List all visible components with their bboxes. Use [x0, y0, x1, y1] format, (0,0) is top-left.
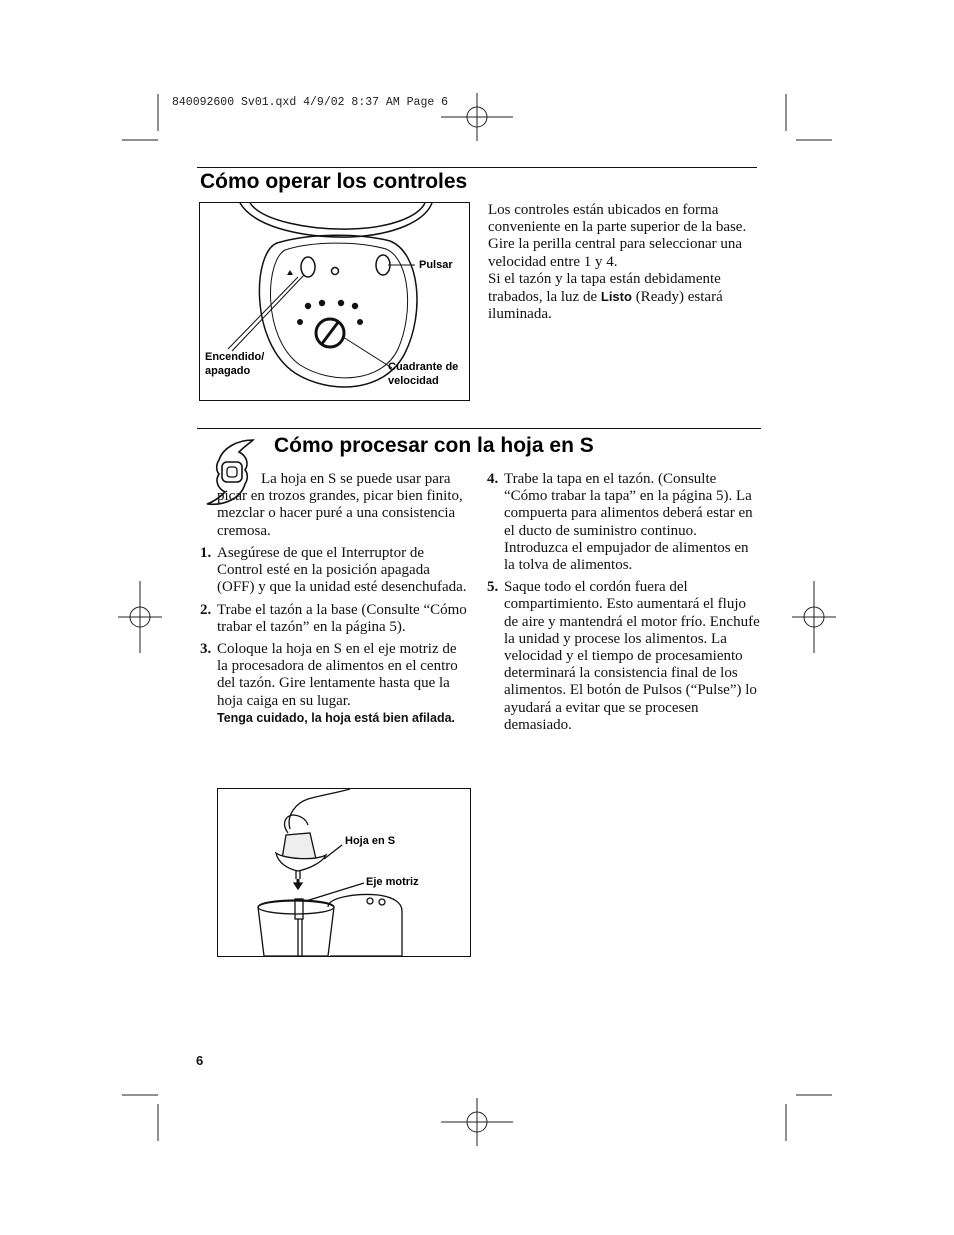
step-4: 4. Trabe la tapa en el tazón. (Consulte “Cómo trabar la tapa” en la página 5). La compuerta para alimentos deberá estar en el ducto de suministro continuo. Introduzca el empujador de alimentos en la tolva de alimentos. — [487, 471, 753, 574]
section2-rule — [197, 428, 761, 429]
shaft-label: Eje motriz — [366, 876, 419, 888]
onoff-label — [205, 350, 264, 378]
dial-label-line1: Cuadrante de — [388, 361, 459, 373]
controls-description — [488, 202, 750, 323]
blade-install-illustration — [218, 789, 470, 956]
section2-title: Cómo procesar con la hoja en S — [274, 434, 594, 457]
onoff-label-line1: Encendido/ — [205, 351, 265, 363]
blade-figure — [217, 788, 471, 957]
controls-paragraph-a: Los controles están ubicados en forma conveniente en la parte superior de la base. Gire la perilla central para seleccionar una velocidad entre 1 y 4. — [488, 202, 747, 270]
ready-word: Listo — [600, 289, 632, 305]
blade-warning: Tenga cuidado, la hoja está bien afilada. — [217, 710, 456, 725]
step-5: 5. Saque todo el cordón fuera del compartimiento. Esto aumentará el flujo de aire y mantendrá el motor frío. Enchufe la unidad y procese los alimentos. La velocidad y el tiempo de procesamiento determinará la consistencia final de los alimentos. El botón de Pulsos (“Pulse”) lo ayudará a evitar que se procesen demasiado. — [487, 579, 760, 733]
pulse-label: Pulsar — [419, 259, 453, 271]
dial-label-line2: velocidad — [388, 375, 439, 387]
blade-label: Hoja en S — [345, 835, 396, 847]
file-slug: 840092600 Sv01.qxd 4/9/02 8:37 AM Page 6 — [172, 96, 449, 109]
section1-title: Cómo operar los controles — [200, 170, 468, 193]
steps-right — [487, 471, 760, 739]
controls-figure — [199, 202, 470, 401]
page-number: 6 — [196, 1053, 204, 1068]
intro-paragraph: La hoja en S se puede usar para picar en trozos grandes, picar bien finito, mezclar o hacer puré a una consistencia cremosa. — [217, 471, 463, 539]
onoff-label-line2: apagado — [205, 365, 251, 377]
step-2: 2. Trabe el tazón a la base (Consulte “Cómo trabar el tazón” en la página 5). — [200, 601, 467, 635]
step-3: 3. Coloque la hoja en S en el eje motriz de la procesadora de alimentos en el centro del tazón. Gire lentamente hasta que la hoja caiga en su lugar. Tenga cuidado, la hoja está bien afilada. — [200, 641, 458, 725]
steps-left — [200, 545, 471, 732]
step-1: 1. Asegúrese de que el Interruptor de Control esté en la posición apagada (OFF) y que la unidad esté desenchufada. — [200, 545, 467, 596]
controls-paragraph-b-post: (Ready) estará iluminada. — [488, 289, 723, 323]
dial-label — [388, 360, 458, 388]
section1-rule — [197, 167, 757, 168]
controls-paragraph-b-pre: Si el tazón y la tapa están debidamente trabados, la luz de — [488, 270, 721, 306]
